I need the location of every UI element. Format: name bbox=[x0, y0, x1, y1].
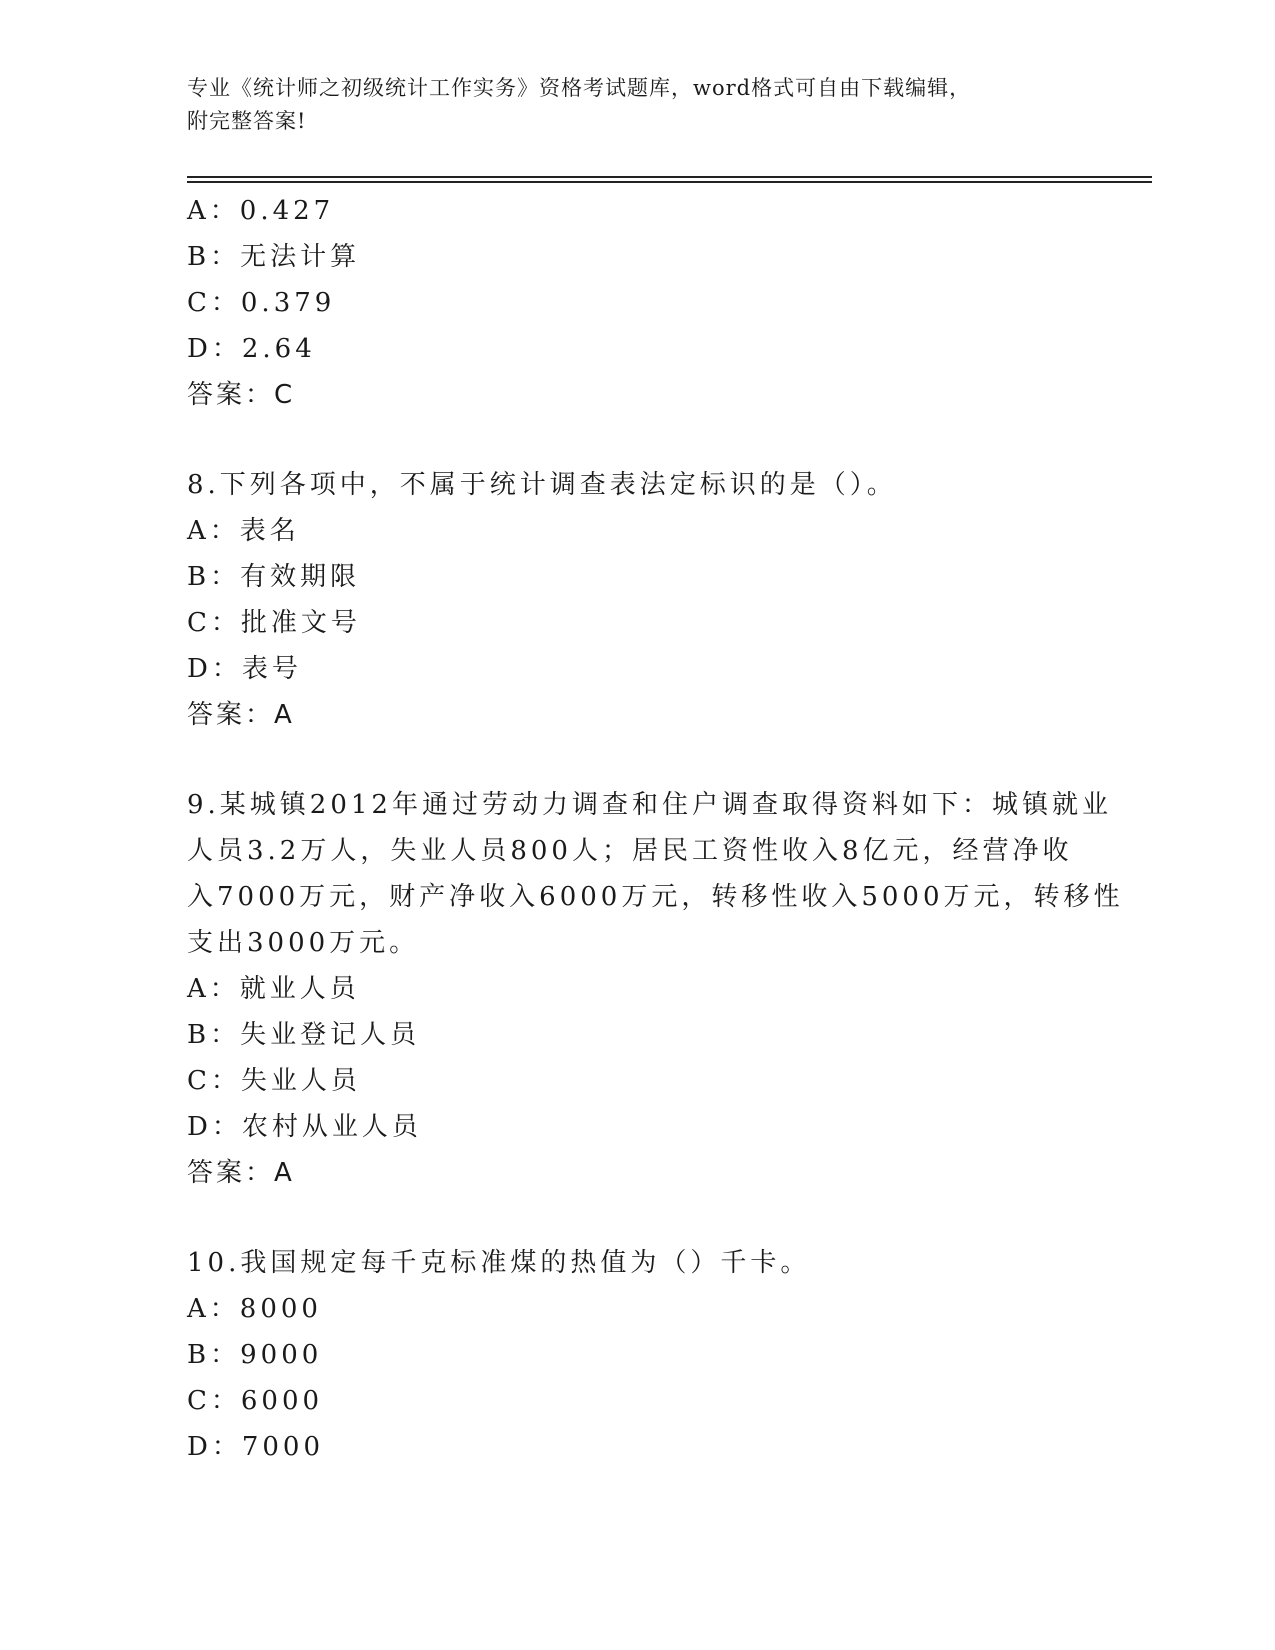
question-9 bbox=[187, 782, 1124, 1196]
header-divider-top bbox=[187, 176, 1152, 178]
header-line-1: 专业《统计师之初级统计工作实务》资格考试题库，word格式可自由下载编辑， bbox=[187, 76, 972, 100]
option-b: B：失业登记人员 bbox=[187, 1020, 421, 1050]
option-d: D：农村从业人员 bbox=[187, 1112, 422, 1142]
question-text: 10.我国规定每千克标准煤的热值为（）千卡。 bbox=[187, 1248, 811, 1278]
option-b: B：无法计算 bbox=[187, 242, 361, 272]
answer-line: 答案：A bbox=[187, 1158, 295, 1188]
option-d: D：2.64 bbox=[187, 334, 316, 364]
option-c: C：0.379 bbox=[187, 288, 336, 318]
question-text-line-3: 入7000万元，财产净收入6000万元，转移性收入5000万元，转移性 bbox=[187, 882, 1124, 912]
option-d: D：7000 bbox=[187, 1432, 325, 1462]
question-7 bbox=[187, 188, 1087, 418]
option-c: C：批准文号 bbox=[187, 608, 361, 638]
option-c: C：6000 bbox=[187, 1386, 324, 1416]
question-text-line-4: 支出3000万元。 bbox=[187, 928, 420, 958]
answer-line: 答案：A bbox=[187, 700, 295, 730]
answer-line: 答案：C bbox=[187, 380, 296, 410]
option-a: A：就业人员 bbox=[187, 974, 360, 1004]
option-a: A：8000 bbox=[187, 1294, 322, 1324]
option-b: B：9000 bbox=[187, 1340, 323, 1370]
option-b: B：有效期限 bbox=[187, 562, 361, 592]
question-text-line-2: 人员3.2万人，失业人员800人；居民工资性收入8亿元，经营净收 bbox=[187, 836, 1073, 866]
option-d: D：表号 bbox=[187, 654, 302, 684]
header-line-2: 附完整答案! bbox=[187, 109, 307, 133]
option-a: A：表名 bbox=[187, 516, 300, 546]
question-8 bbox=[187, 462, 1087, 738]
question-list bbox=[187, 188, 1124, 1470]
question-text-line-1: 9.某城镇2012年通过劳动力调查和住户调查取得资料如下：城镇就业 bbox=[187, 790, 1112, 820]
option-c: C：失业人员 bbox=[187, 1066, 361, 1096]
option-a: A：0.427 bbox=[187, 196, 335, 226]
document-header bbox=[187, 72, 1087, 138]
question-10 bbox=[187, 1240, 1087, 1470]
header-divider-bottom bbox=[187, 181, 1152, 183]
question-text: 8.下列各项中，不属于统计调查表法定标识的是（）。 bbox=[187, 470, 897, 500]
